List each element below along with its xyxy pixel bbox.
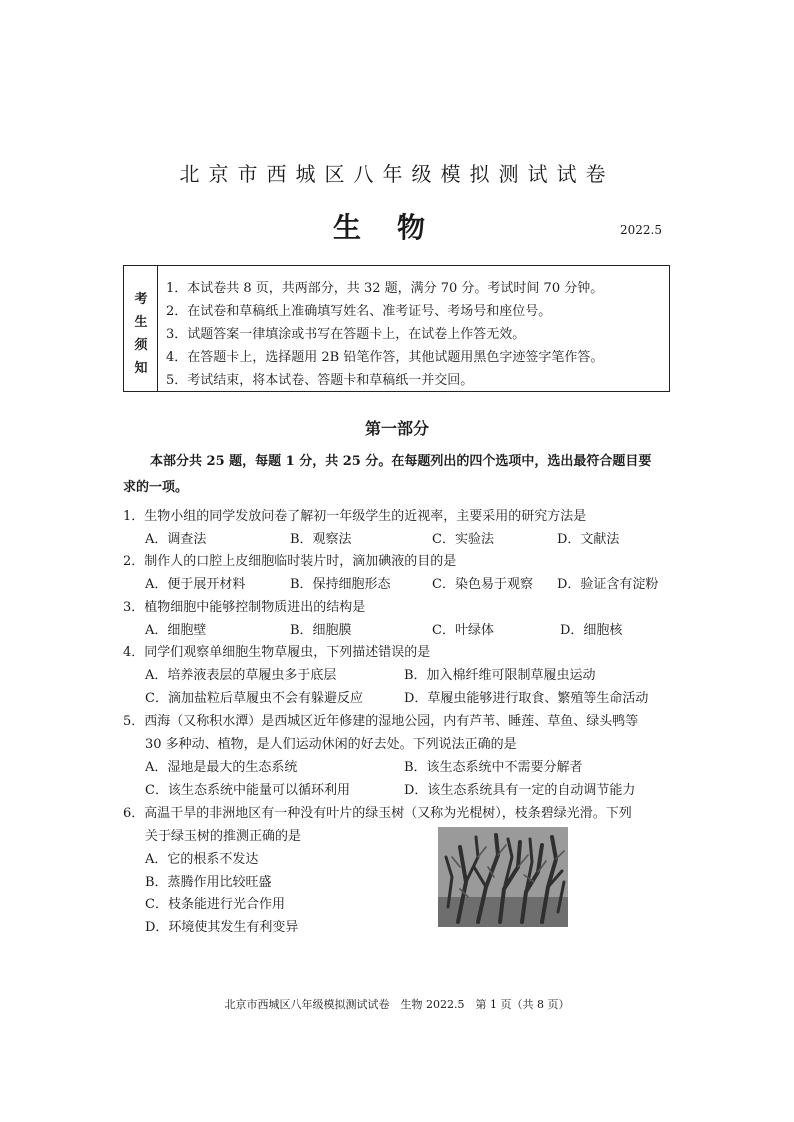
notice-line: 3．试题答案一律填涂或书写在答题卡上，在试卷上作答无效。 bbox=[166, 327, 526, 342]
question-option: A．细胞壁 bbox=[145, 623, 207, 638]
notice-label-char: 知 bbox=[134, 361, 148, 376]
question-option: C．该生态系统中能量可以循环利用 bbox=[145, 783, 350, 798]
question-option: D．细胞核 bbox=[560, 623, 623, 638]
subject-title: 生物 bbox=[332, 211, 461, 244]
exam-date: 2022.5 bbox=[620, 223, 662, 237]
question-option: D．草履虫能够进行取食、繁殖等生命活动 bbox=[404, 691, 649, 706]
question-stem: 4．同学们观察单细胞生物草履虫，下列描述错误的是 bbox=[123, 645, 431, 660]
question-stem: 6．高温干旱的非洲地区有一种没有叶片的绿玉树（又称为光棍树），枝条碧绿光滑。下列 bbox=[123, 806, 632, 821]
notice-label-char: 生 bbox=[134, 315, 148, 330]
notice-line: 5．考试结束，将本试卷、答题卡和草稿纸一并交回。 bbox=[166, 373, 474, 388]
question-option: C．染色易于观察 bbox=[432, 577, 533, 592]
question-stem: 5．西海（又称积水潭）是西城区近年修建的湿地公园，内有芦苇、睡莲、草鱼、绿头鸭等 bbox=[123, 714, 639, 729]
question-option: A．它的根系不发达 bbox=[145, 852, 259, 867]
question-option: B．细胞膜 bbox=[290, 623, 352, 638]
question-option: D．环境使其发生有利变异 bbox=[145, 920, 299, 935]
question-option: C．叶绿体 bbox=[432, 623, 494, 638]
question-option: C．枝条能进行光合作用 bbox=[145, 897, 285, 912]
question-stem: 30 多种动、植物，是人们运动休闲的好去处。下列说法正确的是 bbox=[145, 737, 517, 752]
notice-line: 1．本试卷共 8 页，共两部分，共 32 题，满分 70 分。考试时间 70 分钟。 bbox=[166, 281, 604, 296]
green-jade-tree-photo bbox=[438, 827, 568, 927]
notice-label-char: 考 bbox=[134, 292, 148, 307]
question-option: B．观察法 bbox=[290, 532, 352, 547]
question-stem: 关于绿玉树的推测正确的是 bbox=[145, 829, 302, 844]
question-option: D．文献法 bbox=[557, 532, 620, 547]
section-intro: 本部分共 25 题，每题 1 分，共 25 分。在每题列出的四个选项中，选出最符合题目要 bbox=[150, 454, 652, 469]
question-option: A．培养液表层的草履虫多于底层 bbox=[145, 668, 337, 683]
question-option: C．滴加盐粒后草履虫不会有躲避反应 bbox=[145, 691, 363, 706]
question-option: A．湿地是最大的生态系统 bbox=[145, 760, 298, 775]
section-title: 第一部分 bbox=[364, 419, 429, 438]
page-footer: 北京市西城区八年级模拟测试试卷 生物 2022.5 第 1 页（共 8 页） bbox=[224, 998, 570, 1011]
question-option: B．加入棉纤维可限制草履虫运动 bbox=[404, 668, 596, 683]
question-option: D．验证含有淀粉 bbox=[557, 577, 659, 592]
notice-label bbox=[124, 266, 158, 391]
notice-line: 4．在答题卡上，选择题用 2B 铅笔作答，其他试题用黑色字迹签字笔作答。 bbox=[166, 350, 604, 365]
candidate-notice-box bbox=[123, 265, 670, 392]
notice-line: 2．在试卷和草稿纸上准确填写姓名、准考证号、考场号和座位号。 bbox=[166, 304, 552, 319]
plant-photo-illustration bbox=[438, 827, 568, 927]
question-option: C．实验法 bbox=[432, 532, 494, 547]
section-intro: 求的一项。 bbox=[123, 480, 189, 495]
question-option: D．该生态系统具有一定的自动调节能力 bbox=[404, 783, 636, 798]
question-stem: 3．植物细胞中能够控制物质进出的结构是 bbox=[123, 600, 366, 615]
question-option: B．保持细胞形态 bbox=[290, 577, 391, 592]
exam-title: 北京市西城区八年级模拟测试试卷 bbox=[179, 162, 615, 186]
question-stem: 2．制作人的口腔上皮细胞临时装片时，滴加碘液的目的是 bbox=[123, 554, 457, 569]
question-option: A．便于展开材料 bbox=[145, 577, 246, 592]
question-option: B．蒸腾作用比较旺盛 bbox=[145, 875, 272, 890]
question-option: A．调查法 bbox=[145, 532, 207, 547]
question-option: B．该生态系统中不需要分解者 bbox=[404, 760, 583, 775]
notice-label-char: 须 bbox=[134, 338, 148, 353]
question-stem: 1．生物小组的同学发放问卷了解初一年级学生的近视率，主要采用的研究方法是 bbox=[123, 509, 587, 524]
